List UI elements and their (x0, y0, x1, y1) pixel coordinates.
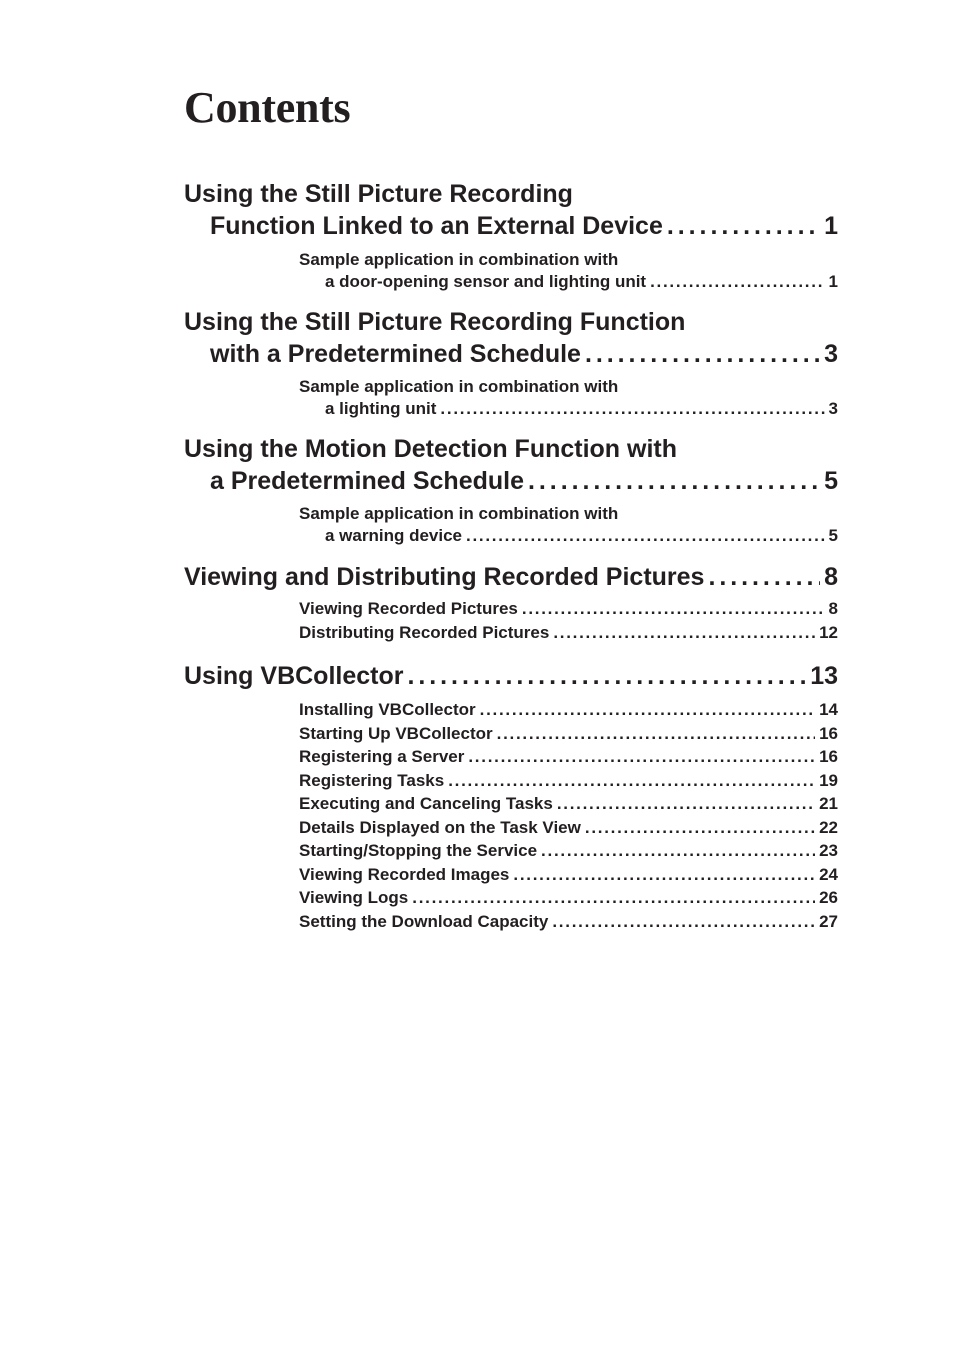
toc-subentry-label: Registering a Server (299, 747, 465, 766)
dot-leader (650, 271, 824, 293)
page-number: 1 (828, 271, 838, 291)
toc-subentry[interactable] (184, 745, 838, 769)
dot-leader (468, 745, 815, 769)
page-number: 23 (819, 841, 838, 860)
toc-section-still-picture-external (184, 178, 838, 292)
toc-heading-line2: a Predetermined Schedule (210, 467, 525, 495)
toc-section-viewing-distributing (184, 561, 838, 644)
toc-subentry[interactable] (184, 792, 838, 816)
dot-leader (522, 597, 825, 621)
page-number: 3 (824, 340, 838, 368)
toc-section-motion-detection (184, 433, 838, 546)
toc-subentry-line2: a door-opening sensor and lighting unit (325, 271, 647, 291)
toc-heading-line1: Using the Still Picture Recording Function (184, 308, 686, 336)
toc-subentry[interactable] (184, 839, 838, 863)
toc-heading[interactable] (184, 660, 838, 692)
toc-subentry-line1: Sample application in combination with (299, 250, 619, 269)
dot-leader (708, 561, 820, 593)
dot-leader (667, 210, 820, 242)
page-number: 19 (819, 770, 838, 790)
toc-subentry-label: Details Displayed on the Task View (299, 817, 581, 837)
toc-subentry-label: Viewing Recorded Pictures (299, 599, 518, 618)
toc-subentry-label: Distributing Recorded Pictures (299, 622, 550, 642)
toc-heading-line2: Function Linked to an External Device (210, 212, 663, 240)
dot-leader (407, 660, 806, 692)
dot-leader (466, 525, 825, 547)
toc-subentry-line2: a lighting unit (325, 398, 437, 418)
toc-heading[interactable] (184, 433, 838, 497)
toc-subentry-label: Viewing Recorded Images (299, 864, 510, 884)
toc-heading-line1: Using the Still Picture Recording (184, 180, 573, 208)
dot-leader (513, 863, 815, 887)
toc-subentry[interactable] (184, 910, 838, 934)
toc-subentry-line2: a warning device (325, 525, 462, 545)
toc-subentry[interactable] (184, 722, 838, 746)
page-number: 3 (828, 398, 838, 418)
toc-subentry-label: Starting Up VBCollector (299, 723, 493, 743)
page-number: 22 (819, 817, 838, 837)
toc-subentry-label: Setting the Download Capacity (299, 911, 549, 931)
dot-leader (412, 886, 815, 910)
toc-subentry-label: Executing and Canceling Tasks (299, 794, 553, 813)
toc-subentry[interactable] (184, 816, 838, 840)
toc-subentry[interactable] (184, 698, 838, 722)
toc-heading[interactable] (184, 306, 838, 370)
dot-leader (440, 398, 824, 420)
toc-heading[interactable] (184, 561, 838, 593)
toc-subentry-label: Starting/Stopping the Service (299, 841, 538, 860)
page-title: Contents (184, 83, 351, 132)
dot-leader (553, 621, 815, 645)
page-number: 8 (828, 599, 838, 618)
page-number: 12 (819, 622, 838, 642)
toc-subentry[interactable] (184, 886, 838, 910)
toc-subentry[interactable] (184, 621, 838, 645)
page-number: 14 (819, 700, 838, 719)
dot-leader (480, 698, 815, 722)
toc-subentry-label: Installing VBCollector (299, 700, 476, 719)
dot-leader (448, 769, 815, 793)
page-number: 16 (819, 747, 838, 766)
page-number: 5 (828, 525, 838, 545)
page-number: 26 (819, 888, 838, 907)
toc-subentry[interactable] (184, 503, 838, 546)
toc-heading-text: Viewing and Distributing Recorded Pictures (184, 563, 705, 591)
toc-subentry-label: Registering Tasks (299, 770, 445, 790)
toc-heading[interactable] (184, 178, 838, 242)
toc-heading-text: Using VBCollector (184, 662, 404, 690)
toc-section-vbcollector (184, 660, 838, 933)
dot-leader (528, 465, 820, 497)
toc-subentry[interactable] (184, 249, 838, 292)
page-number: 27 (819, 911, 838, 931)
toc-heading-line1: Using the Motion Detection Function with (184, 435, 678, 463)
toc-subentry-label: Viewing Logs (299, 888, 409, 907)
page-number: 5 (824, 467, 838, 495)
page-number: 8 (824, 563, 838, 591)
page-number: 16 (819, 723, 838, 743)
toc-subentry[interactable] (184, 769, 838, 793)
toc-subentry-line1: Sample application in combination with (299, 377, 619, 396)
page-number: 13 (810, 662, 838, 690)
dot-leader (585, 816, 815, 840)
toc-subentry-line1: Sample application in combination with (299, 504, 619, 523)
toc-subentry[interactable] (184, 597, 838, 621)
page-number: 21 (819, 794, 838, 813)
page-number: 24 (819, 864, 838, 884)
toc-subentry[interactable] (184, 863, 838, 887)
page-number: 1 (824, 212, 838, 240)
toc-section-still-picture-schedule (184, 306, 838, 419)
dot-leader (557, 792, 815, 816)
table-of-contents (184, 178, 838, 933)
dot-leader (585, 338, 820, 370)
dot-leader (497, 722, 815, 746)
toc-heading-line2: with a Predetermined Schedule (210, 340, 581, 368)
dot-leader (552, 910, 815, 934)
dot-leader (541, 839, 815, 863)
toc-subentry[interactable] (184, 376, 838, 419)
